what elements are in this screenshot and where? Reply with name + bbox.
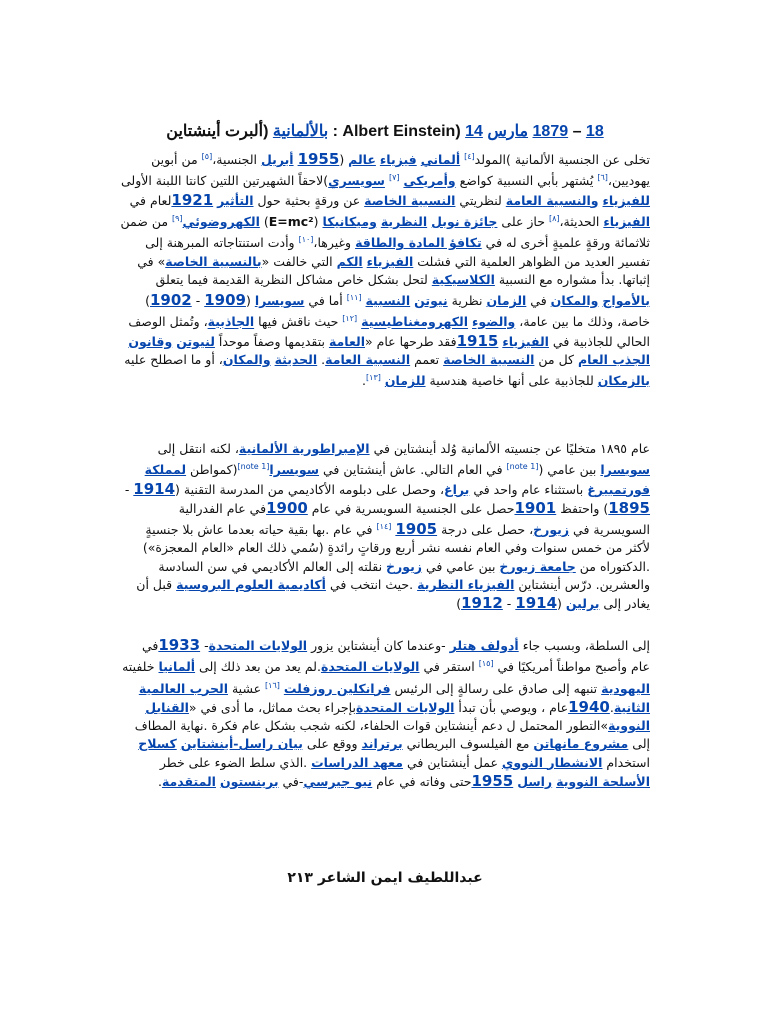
- body-text: حتى وفاته في عام: [372, 773, 472, 789]
- footnote-ref[interactable]: [٨]: [548, 213, 560, 223]
- footnote-ref[interactable]: [٥]: [201, 152, 213, 161]
- wiki-link[interactable]: الكهرومغناطيسية: [361, 314, 469, 330]
- wiki-link[interactable]: النسبية الخاصة: [443, 351, 535, 367]
- wiki-link[interactable]: المتقدمة: [161, 773, 216, 789]
- wiki-link[interactable]: والضوء: [472, 314, 516, 330]
- body-text: تنبهه إلى صادق على رسالةٍ إلى الرئيس: [390, 680, 602, 696]
- footnote-ref[interactable]: [٩]: [172, 213, 183, 223]
- body-text: ): [456, 595, 462, 611]
- wiki-link[interactable]: 1909: [204, 291, 246, 310]
- wiki-link[interactable]: الفيزياء: [603, 214, 650, 230]
- wiki-link[interactable]: الحرب العالمية الثانية: [138, 680, 650, 715]
- body-text: خلفيته: [122, 659, 159, 675]
- body-text: في عام وأصبح مواطناً أمريكيًا في: [141, 638, 650, 675]
- body-text: » في إثباتها. بدأ مشواره مع النسبية: [137, 253, 650, 287]
- body-text: حصل على الجنسية السويسرية في عام: [307, 500, 515, 516]
- wiki-link[interactable]: الكهروضوئي: [182, 214, 260, 230]
- footnote-ref[interactable]: [٤]: [464, 152, 475, 161]
- wiki-link[interactable]: فيزياء: [379, 152, 417, 168]
- wiki-link[interactable]: بالنسبية الخاصة: [165, 253, 262, 269]
- body-text: في عام .بها بقية حياته بعدما عاش بلا جنسيةٍ لأكثر من خمس سنوات وفي العام نفسه نشر أربع ورقاتٍ رائدةٍ (سُمي ذلك العام «العام المعجزة») .الدكتوراه من: [142, 522, 650, 574]
- body-text: )لاحقاً الشهيرتين اللتين كانتا اللبنة الأولى: [120, 173, 329, 189]
- wiki-link[interactable]: الولايات المتحدة: [208, 638, 308, 653]
- wiki-link[interactable]: اليهودية: [601, 680, 650, 696]
- wiki-link[interactable]: أكاديمية العلوم البروسية: [176, 576, 326, 592]
- wiki-link[interactable]: والمكان: [222, 351, 271, 367]
- body-text: .حيث انتخب في: [325, 576, 418, 592]
- body-text: عام ١٨٩٥ متخليًا عن جنسيته الألمانية وُلد أينشتاين في: [369, 441, 650, 456]
- wiki-link[interactable]: 1895: [608, 498, 650, 517]
- wiki-link[interactable]: والنسبية العامة: [505, 192, 599, 208]
- body-text: ، حصل على درجة: [437, 522, 534, 538]
- body-text: في العام التالي. عاش أينشتاين في: [319, 462, 507, 478]
- body-text: .: [317, 351, 326, 367]
- title-link-day[interactable]: 18: [585, 123, 604, 140]
- body-text: قبل أن يغادر إلى: [136, 576, 650, 611]
- wiki-link[interactable]: بالأمواج: [602, 293, 650, 309]
- title-link-year[interactable]: 1879: [532, 123, 569, 140]
- wiki-link[interactable]: 1915: [456, 331, 499, 350]
- wiki-link[interactable]: راسل: [517, 773, 553, 789]
- wiki-link[interactable]: الأسلحة النووية: [556, 773, 650, 789]
- wiki-link[interactable]: الإمبراطورية الألمانية: [238, 441, 370, 456]
- title-arabic-name: (ألبرت أينشتاين: [166, 123, 269, 140]
- wiki-link[interactable]: الحديثة: [274, 351, 318, 367]
- wiki-link[interactable]: بالزمكان: [597, 373, 650, 389]
- body-text: »التطور المحتمل ل دعم أينشتاين قوات الحلفاء، لكنه شجب بشكل عام فكرة .نهاية المطاف إلى: [134, 718, 650, 752]
- body-text: يُشتهر بأبي النسبية كواضع: [455, 173, 598, 189]
- author-signature: عبداللطيف ايمن الشاعر ٢١٣: [287, 870, 483, 886]
- wiki-link[interactable]: الولايات المتحدة: [355, 699, 455, 715]
- body-text: (: [339, 152, 349, 168]
- wiki-link[interactable]: برتراند: [361, 736, 403, 752]
- wiki-link[interactable]: النظرية: [380, 214, 428, 230]
- body-text: أما في: [304, 293, 347, 309]
- body-text: -في: [278, 773, 304, 789]
- body-text: نظرية: [447, 293, 487, 309]
- wiki-link[interactable]: النسبية: [365, 293, 411, 309]
- wiki-link[interactable]: والمكان: [550, 293, 599, 309]
- wiki-link[interactable]: 1900: [266, 498, 308, 517]
- title-dash: –: [572, 123, 582, 140]
- paragraph-2: [120, 440, 650, 613]
- body-text: عمل أينشتاين في: [402, 754, 502, 770]
- body-text: في: [526, 293, 551, 309]
- wiki-link[interactable]: نيو جيرسي: [303, 773, 373, 789]
- wiki-link[interactable]: الكلاسيكية: [431, 271, 495, 287]
- body-text: -وعندما كان أينشتاين يزور: [307, 638, 450, 653]
- wiki-link[interactable]: 1905: [395, 520, 438, 539]
- body-text: فقد طرحها عام «: [365, 333, 457, 349]
- body-text: باستثناء عام واحد في: [469, 481, 588, 497]
- wiki-link[interactable]: سويسرا: [269, 462, 320, 478]
- footnote-ref[interactable]: [١٠]: [298, 235, 314, 245]
- body-text: وغيرها،: [313, 235, 356, 251]
- body-text: كل من: [534, 351, 578, 367]
- wiki-link[interactable]: للزمان: [384, 373, 426, 389]
- body-text: -: [200, 638, 209, 653]
- title-link-german[interactable]: بالألمانية: [272, 123, 329, 140]
- footnote-ref[interactable]: [note 1]: [237, 462, 270, 472]
- body-text: الجنسية،: [212, 152, 261, 168]
- body-text: مع الفيلسوف البريطاني: [402, 736, 534, 752]
- body-text: .الذي سلط الضوء على خطر: [159, 754, 312, 770]
- footnote-ref[interactable]: [١١]: [346, 293, 362, 303]
- wiki-link[interactable]: 1940: [568, 697, 610, 716]
- wiki-link[interactable]: لمملكة فورتمبيرغ: [144, 462, 650, 497]
- title-link-day2[interactable]: 14: [465, 123, 483, 140]
- body-text: ووقع على: [302, 736, 362, 752]
- wiki-link[interactable]: الزمان: [486, 293, 527, 309]
- wiki-link[interactable]: 1901: [514, 498, 557, 517]
- title-latin-name: (Albert Einstein :: [332, 123, 461, 140]
- wiki-link[interactable]: زيورخ: [386, 558, 422, 574]
- body-text: بين عامي في: [421, 558, 500, 574]
- wiki-link[interactable]: الفيزياء النظرية: [417, 576, 515, 592]
- wiki-link[interactable]: القنابل النووية: [145, 699, 650, 734]
- body-text: بإجراء بحث مماثل، ما أدى في «: [188, 699, 356, 715]
- body-text: (: [557, 595, 566, 611]
- body-text: (: [245, 293, 255, 309]
- body-text: .: [362, 373, 367, 389]
- body-text: -: [124, 481, 134, 497]
- wiki-link[interactable]: 1914: [515, 593, 558, 612]
- wiki-link[interactable]: برلين: [565, 595, 600, 611]
- title-link-month[interactable]: مارس: [487, 123, 529, 140]
- body-text: ، وتُمثل الوصف الحالي للجاذبية في: [128, 314, 650, 349]
- body-text: حاز على: [497, 214, 549, 230]
- body-text: بين عامي (: [538, 462, 601, 478]
- wiki-link[interactable]: سويسرا: [600, 462, 650, 478]
- wiki-link[interactable]: وميكانيكا: [322, 214, 377, 230]
- body-text: تعمم: [410, 351, 444, 367]
- wiki-link[interactable]: كسلاح: [138, 736, 177, 752]
- wiki-link[interactable]: الجاذبية: [207, 314, 255, 330]
- body-text: ، لكنه انتقل إلى: [157, 441, 239, 456]
- footnote-ref[interactable]: [١٣]: [366, 373, 381, 383]
- body-text: ، وحصل على دبلومه الأكاديمي من المدرسة التقنية (: [175, 481, 445, 497]
- wiki-link[interactable]: جامعة زيورخ: [499, 558, 576, 574]
- wiki-link[interactable]: 1955: [471, 771, 514, 790]
- wiki-link[interactable]: 1921: [171, 190, 214, 209]
- wiki-link[interactable]: بيان راسل-أينشتاين: [180, 736, 303, 752]
- body-text: E=mc²: [268, 214, 314, 230]
- wiki-link[interactable]: الفيزياء: [502, 333, 549, 349]
- wiki-link[interactable]: 1902: [149, 291, 192, 310]
- wiki-link[interactable]: ألمانيا: [158, 659, 196, 675]
- paragraph-1: [120, 148, 650, 391]
- body-text: للجاذبية على أنها خاصية هندسية: [425, 373, 598, 389]
- body-text: بتقديمها وصفاً موحداً: [214, 333, 329, 349]
- body-text: حيث ناقش فيها: [254, 314, 343, 330]
- paragraph-3: [120, 636, 650, 791]
- wiki-link[interactable]: النسبية العامة: [325, 351, 411, 367]
- body-text: نقلته إلى العالم الأكاديمي في سن السادسة والعشرين. درّس أينشتاين: [158, 558, 650, 592]
- wiki-link[interactable]: لنيوتن: [176, 333, 215, 349]
- wiki-link[interactable]: معهد الدراسات: [311, 754, 403, 770]
- wiki-link[interactable]: 1933: [158, 636, 201, 654]
- body-text: لعام في: [129, 192, 172, 208]
- body-text: تخلى عن الجنسية الألمانية )المولد: [474, 152, 650, 168]
- wiki-link[interactable]: برينستون: [219, 773, 279, 789]
- wiki-link[interactable]: الفيزياء: [366, 253, 414, 269]
- wiki-link[interactable]: أبريل: [260, 152, 294, 168]
- wiki-link[interactable]: التأثير: [217, 192, 254, 208]
- wiki-link[interactable]: ألماني: [420, 152, 461, 168]
- body-text: .: [609, 699, 614, 715]
- article-title: [120, 122, 650, 142]
- wiki-link[interactable]: وأمريكي: [403, 173, 456, 189]
- body-text: عشية: [228, 680, 266, 696]
- body-text: إلى السلطة، وبسبب جاء: [518, 638, 650, 653]
- body-text: .لم يعد من بعد ذلك إلى: [195, 659, 321, 675]
- body-text: التي خالفت «: [261, 253, 337, 269]
- wiki-link[interactable]: النسبية الخاصة: [364, 192, 456, 208]
- body-text: عن ورقةٍ بحثية حول: [253, 192, 365, 208]
- wiki-link[interactable]: الولايات المتحدة: [320, 659, 420, 675]
- body-text: ): [259, 214, 269, 230]
- body-text: في عام الفدرالية السويسرية في: [178, 500, 650, 538]
- body-text: لنظريتي: [455, 192, 506, 208]
- footnote-ref[interactable]: [١٦]: [265, 680, 280, 690]
- wiki-link[interactable]: الكم: [336, 253, 363, 269]
- wiki-link[interactable]: سويسري: [328, 173, 385, 189]
- wiki-link[interactable]: للفيزياء: [602, 192, 650, 208]
- body-text: -: [502, 595, 516, 611]
- wiki-link[interactable]: 1912: [461, 593, 503, 612]
- wiki-link[interactable]: أدولف هتلر: [449, 638, 519, 653]
- wiki-link[interactable]: وقانون الجذب العام: [128, 333, 650, 367]
- footnote-ref[interactable]: [١٤]: [376, 521, 392, 531]
- body-text: استخدام: [602, 754, 650, 770]
- wiki-link[interactable]: زيورخ: [533, 522, 570, 538]
- wiki-link[interactable]: جائزة نوبل: [431, 214, 498, 230]
- body-text: .: [157, 773, 162, 789]
- body-text: من أبوين يهوديين،: [151, 152, 650, 189]
- wiki-link[interactable]: 1914: [133, 479, 176, 498]
- body-text: من ضمن ثلاثمائة ورقةٍ علميةٍ أخرى له في: [120, 214, 650, 251]
- footnote-ref[interactable]: [٧]: [388, 173, 400, 183]
- body-text: الحديثة،: [559, 214, 604, 230]
- body-text: (: [313, 214, 323, 230]
- footnote-ref[interactable]: [note 1]: [506, 462, 539, 472]
- wiki-link[interactable]: سويسرا: [254, 293, 305, 309]
- body-text: ) واحتفظ: [556, 500, 609, 516]
- footnote-ref[interactable]: [١٢]: [342, 314, 358, 324]
- wiki-link[interactable]: العامة: [328, 333, 365, 349]
- body-text: عام ، ويوصي بأن تبدأ: [454, 699, 569, 715]
- body-text: استقر في: [419, 659, 479, 675]
- wiki-link[interactable]: فرانكلين روزفلت: [283, 680, 391, 696]
- wiki-link[interactable]: عالم: [348, 152, 376, 168]
- body-text: لتحل بشكل خاص مشاكل النظرية القديمة فيما يتعلق: [155, 271, 432, 287]
- body-text: ، أو ما اصطلح عليه: [124, 351, 223, 367]
- wiki-link[interactable]: مشروع مانهاتن: [533, 736, 629, 752]
- body-text: -: [191, 293, 205, 309]
- wiki-link[interactable]: تكافؤ المادة والطاقة: [355, 235, 482, 251]
- wiki-link[interactable]: نيوتن: [414, 293, 448, 309]
- wiki-link[interactable]: 1955: [297, 150, 340, 169]
- wiki-link[interactable]: براغ: [444, 481, 470, 497]
- footnote-ref[interactable]: [٦]: [597, 173, 608, 183]
- body-text: وأدت استنتاجاته المبرهنة إلى تفسير العديد من الظواهر العلمية التي فشلت: [145, 235, 650, 269]
- body-text: ) خاصة، وذلك ما بين عامة،: [145, 293, 650, 330]
- body-text: (كمواطن: [186, 462, 238, 478]
- footnote-ref[interactable]: [١٥]: [478, 659, 494, 669]
- wiki-link[interactable]: الانشطار النووي: [501, 754, 603, 770]
